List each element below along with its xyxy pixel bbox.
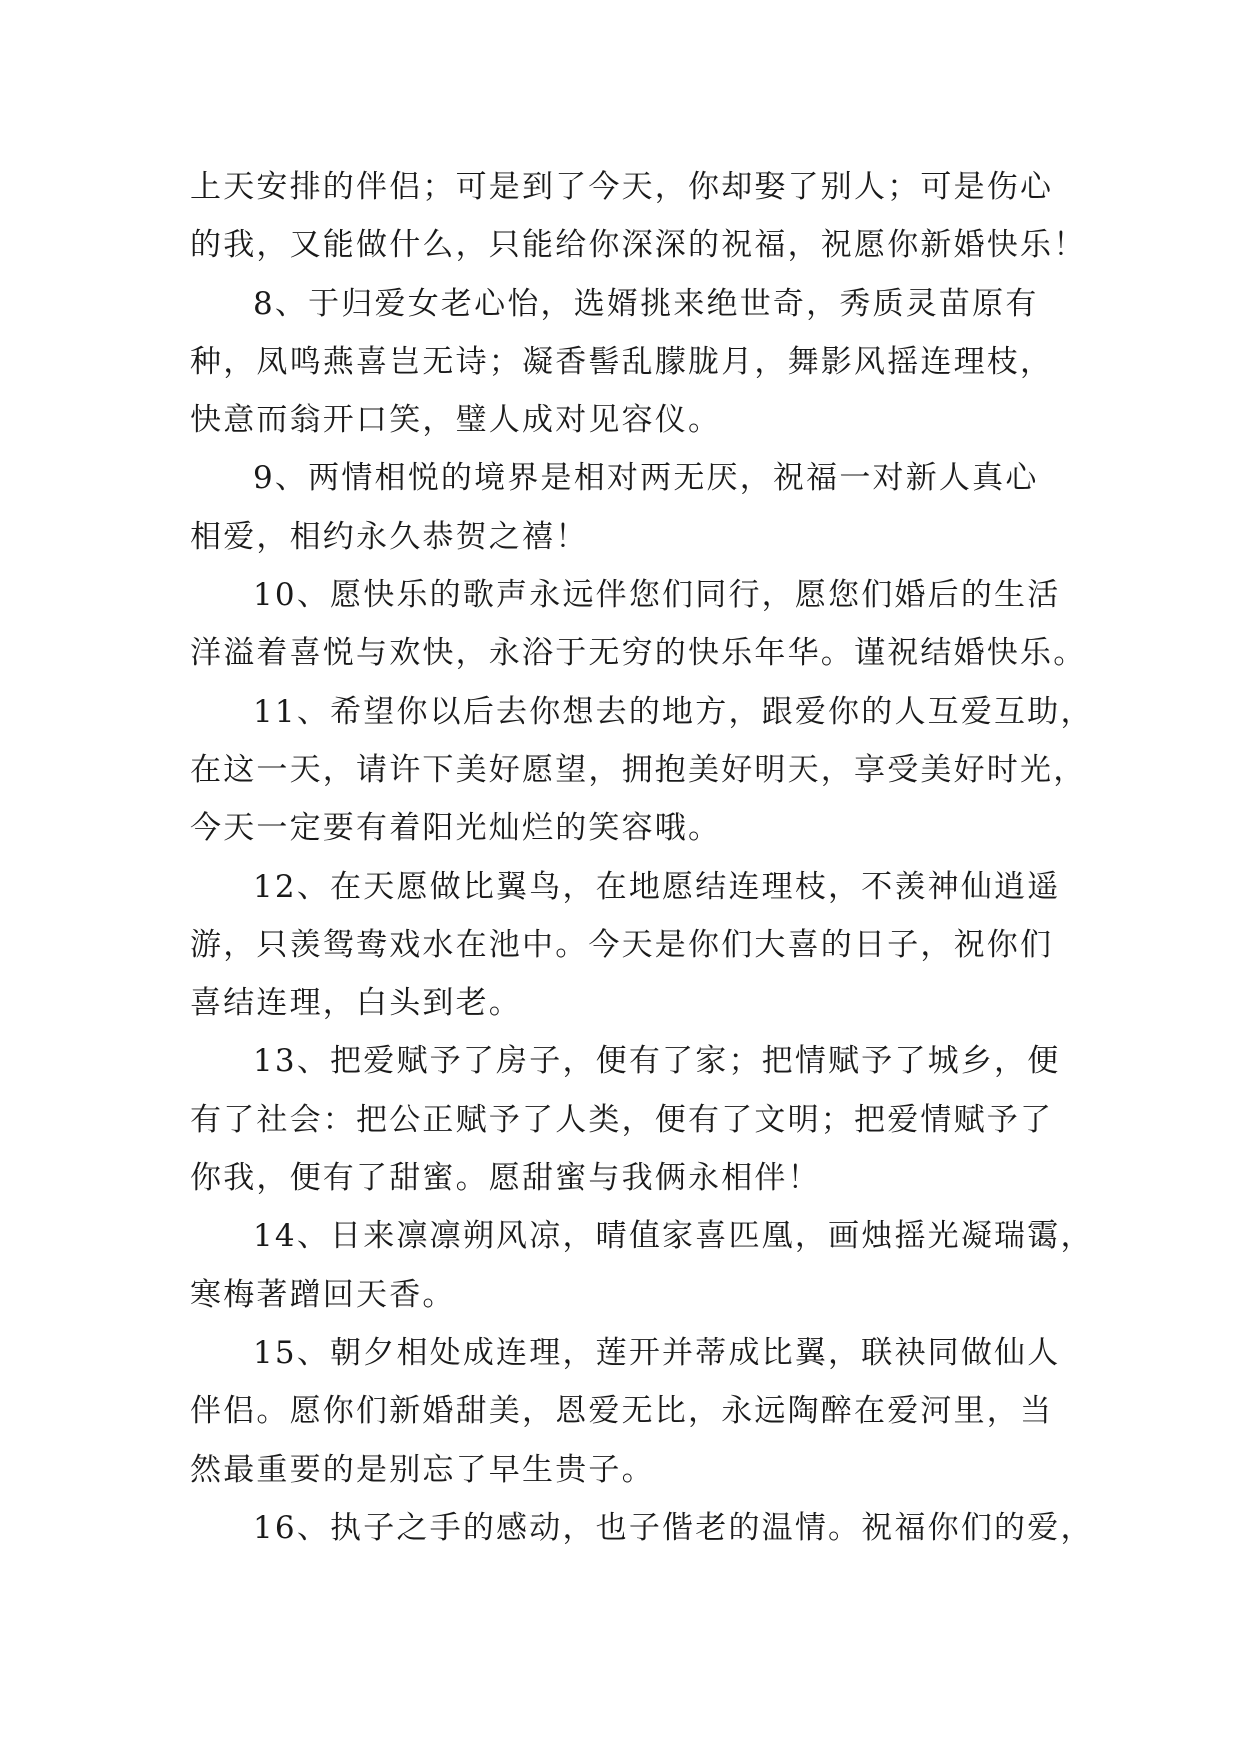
- text-line: 的我，又能做什么，只能给你深深的祝福，祝愿你新婚快乐！: [190, 227, 1087, 264]
- text-line: 洋溢着喜悦与欢快，永浴于无穷的快乐年华。谨祝结婚快乐。: [190, 635, 1087, 672]
- paragraph-8: [190, 275, 1060, 450]
- text-line: 上天安排的伴侣；可是到了今天，你却娶了别人；可是伤心: [190, 169, 1054, 205]
- paragraph-10: [190, 566, 1087, 683]
- paragraph-continued: [190, 158, 1087, 275]
- text-line: 11、希望你以后去你想去的地方，跟爱你的人互爱互助，: [253, 693, 1094, 730]
- text-line: 10、愿快乐的歌声永远伴您们同行，愿您们婚后的生活: [253, 577, 1061, 614]
- text-line: 8、于归爱女老心怡，选婿挑来绝世奇，秀质灵苗原有: [253, 285, 1039, 322]
- paragraph-12: [190, 858, 1060, 1033]
- paragraph-16: [190, 1499, 1094, 1557]
- text-line: 寒梅著蹭回天香。: [190, 1276, 456, 1313]
- text-line: 16、执子之手的感动，也子偕老的温情。祝福你们的爱，: [253, 1509, 1094, 1546]
- paragraph-9: [190, 449, 1060, 566]
- text-line: 15、朝夕相处成连理，莲开并蒂成比翼，联袂同做仙人: [253, 1334, 1061, 1371]
- text-line: 在这一天，请许下美好愿望，拥抱美好明天，享受美好时光，: [190, 751, 1087, 788]
- text-line: 伴侣。愿你们新婚甜美，恩爱无比，永远陶醉在爱河里，当: [190, 1393, 1054, 1430]
- paragraph-15: [190, 1324, 1060, 1499]
- paragraph-13: [190, 1032, 1060, 1207]
- text-line: 9、两情相悦的境界是相对两无厌，祝福一对新人真心: [253, 460, 1039, 497]
- document-body: [190, 158, 1094, 1557]
- text-line: 快意而翁开口笑，璧人成对见容仪。: [190, 402, 722, 439]
- paragraph-14: [190, 1207, 1094, 1324]
- text-line: 你我，便有了甜蜜。愿甜蜜与我俩永相伴！: [190, 1160, 821, 1197]
- text-line: 13、把爱赋予了房子，便有了家；把情赋予了城乡，便: [253, 1043, 1061, 1080]
- text-line: 今天一定要有着阳光灿烂的笑容哦。: [190, 810, 722, 847]
- paragraph-11: [190, 683, 1094, 858]
- text-line: 相爱，相约永久恭贺之禧！: [190, 518, 589, 555]
- text-line: 14、日来凛凛朔风凉，晴值家喜匹凰，画烛摇光凝瑞霭，: [253, 1218, 1094, 1255]
- text-line: 12、在天愿做比翼鸟，在地愿结连理枝，不羡神仙逍遥: [253, 868, 1061, 905]
- text-line: 喜结连理，白头到老。: [190, 985, 522, 1022]
- text-line: 种，凤鸣燕喜岂无诗；凝香髻乱朦胧月，舞影风摇连理枝，: [190, 343, 1054, 380]
- text-line: 然最重要的是别忘了早生贵子。: [190, 1451, 655, 1488]
- text-line: 游，只羡鸳鸯戏水在池中。今天是你们大喜的日子，祝你们: [190, 926, 1054, 963]
- text-line: 有了社会：把公正赋予了人类，便有了文明；把爱情赋予了: [190, 1101, 1054, 1138]
